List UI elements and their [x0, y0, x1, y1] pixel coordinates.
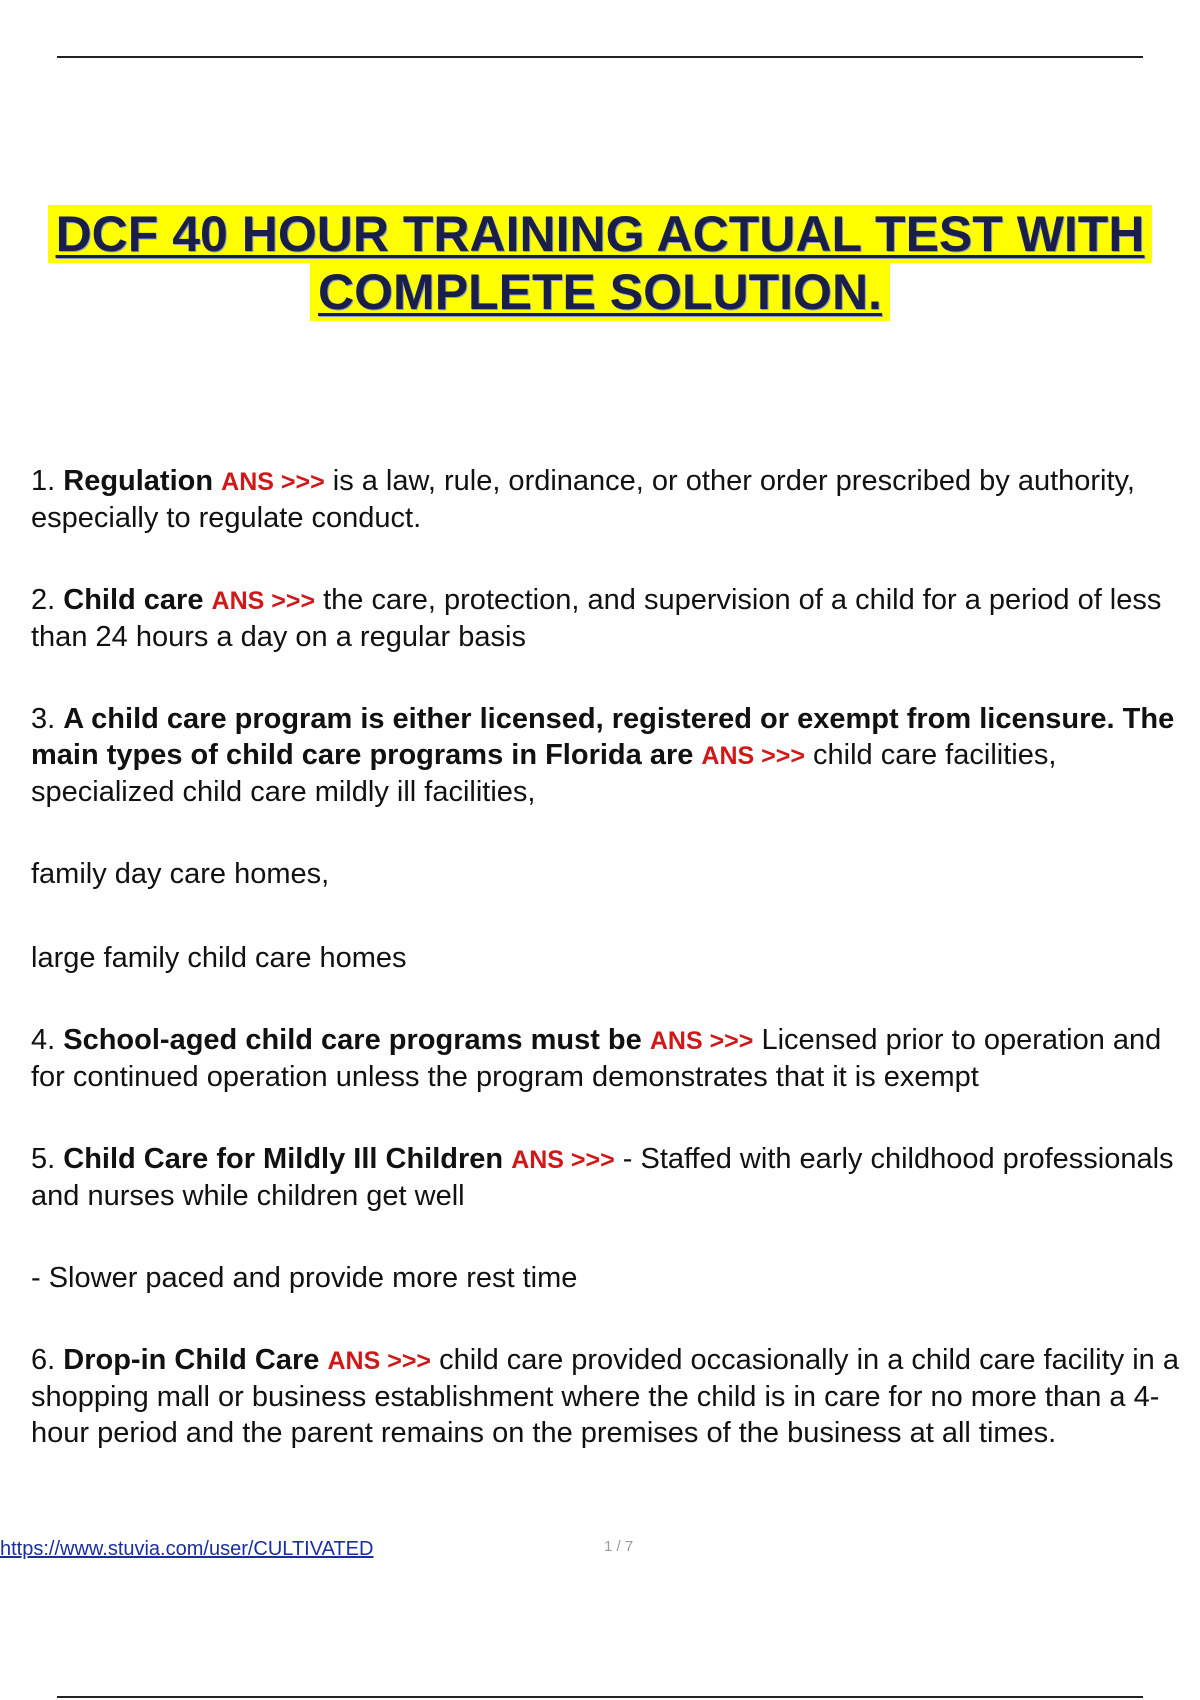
title-line-2: COMPLETE SOLUTION.	[310, 263, 890, 321]
item-answer: Licensed prior to operation and for continued operation unless the program demonstrates that it is exempt	[31, 1024, 1162, 1093]
qa-item-3-extra-1: family day care homes,	[31, 858, 330, 890]
ans-marker: ANS >>>	[327, 1347, 432, 1375]
qa-item-3-extra-2: large family child care homes	[31, 942, 407, 974]
qa-item-5	[31, 1141, 1200, 1214]
item-number: 5.	[31, 1143, 56, 1175]
qa-item-1	[31, 463, 1200, 536]
page-footer	[0, 1536, 1200, 1566]
top-divider	[57, 56, 1143, 58]
page-number: 1 / 7	[604, 1538, 634, 1555]
qa-item-6	[31, 1342, 1200, 1451]
item-answer: child care facilities, specialized child care mildly ill facilities,	[31, 739, 1057, 808]
qa-item-3	[31, 701, 1200, 810]
item-answer: child care provided occasionally in a child care facility in a shopping mall or business establishment where the child is in care for no more than a 4-hour period and the parent remains on the premises of the business at all times.	[31, 1344, 1179, 1449]
qa-list	[31, 463, 1200, 1497]
item-number: 1.	[31, 465, 56, 497]
item-number: 3.	[31, 703, 56, 735]
ans-marker: ANS >>>	[701, 742, 805, 770]
item-question: Regulation	[63, 465, 214, 497]
title-line-1: DCF 40 HOUR TRAINING ACTUAL TEST WITH	[48, 205, 1153, 263]
qa-item-4	[31, 1022, 1200, 1095]
bottom-divider	[57, 1696, 1143, 1698]
ans-marker: ANS >>>	[221, 468, 325, 496]
item-number: 4.	[31, 1024, 56, 1056]
qa-item-5-extra-1: - Slower paced and provide more rest time	[31, 1262, 578, 1294]
ans-marker: ANS >>>	[511, 1146, 615, 1174]
qa-item-2	[31, 582, 1200, 655]
ans-marker: ANS >>>	[649, 1027, 754, 1055]
item-question: Drop-in Child Care	[63, 1344, 320, 1376]
item-question: A child care program is either licensed, registered or exempt from licensure. The main types of child care programs in Florida are	[31, 703, 1175, 771]
item-question: School-aged child care programs must be	[63, 1024, 642, 1056]
item-question: Child care	[63, 584, 204, 616]
item-answer: is a law, rule, ordinance, or other order prescribed by authority, especially to regulate conduct.	[31, 465, 1135, 534]
item-answer: - Staffed with early childhood professionals and nurses while children get well	[31, 1143, 1174, 1212]
document-title	[0, 205, 1200, 321]
item-answer: the care, protection, and supervision of a child for a period of less than 24 hours a day on a regular basis	[31, 584, 1162, 653]
footer-link[interactable]: https://www.stuvia.com/user/CULTIVATED	[0, 1538, 374, 1560]
item-number: 2.	[31, 584, 56, 616]
item-number: 6.	[31, 1344, 56, 1376]
item-question: Child Care for Mildly Ill Children	[63, 1143, 504, 1175]
ans-marker: ANS >>>	[211, 587, 316, 615]
